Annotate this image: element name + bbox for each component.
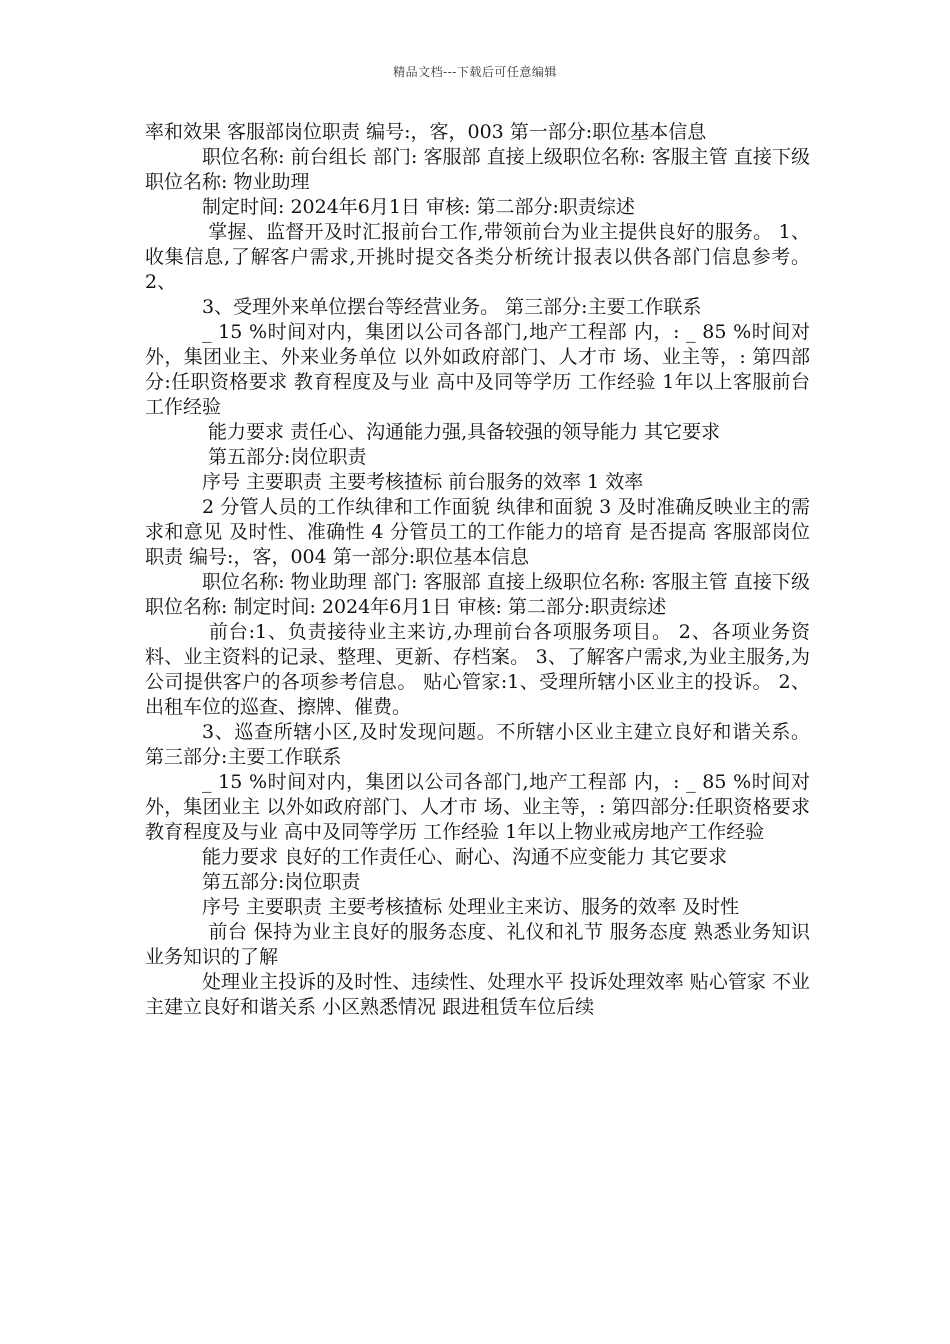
paragraph-15: 能力要求 良好的工作责任心、耐心、沟通不应变能力 其它要求 xyxy=(202,846,728,868)
paragraph-9: 序号 主要职责 主要考核揸标 前台服务的效率 1 效率 xyxy=(202,471,644,493)
paragraph-12: 前台:1、负责接待业主来访,办理前台各项服务项目。 2、各项业务资料、业主资料的记录、整理、更新、存档案。 3、了解客户需求,为业主服务,为公司提供客户的各项参考信息。 贴心管家:1、受理所辖小区业主的投诉。 2、出租车位的巡查、擦牌、催费。 xyxy=(145,621,810,718)
paragraph-4: 掌握、监督开及时汇报前台工作,带领前台为业主提供良好的服务。 1、收集信息,了解客户需求,开挑时提交各类分析统计报表以供各部门信息参考。 2、 xyxy=(145,221,817,293)
paragraph-18: 前台 保持为业主良好的服务态度、礼仪和礼节 服务态度 熟悉业务知识 业务知识的了解 xyxy=(145,921,817,968)
paragraph-16: 第五部分:岗位职责 xyxy=(202,871,361,893)
paragraph-17: 序号 主要职责 主要考核揸标 处理业主来访、服务的效率 及时性 xyxy=(202,896,740,918)
paragraph-5: 3、受理外来单位摆台等经营业务。 第三部分:主要工作联系 xyxy=(202,296,702,318)
paragraph-19: 处理业主投诉的及时性、违续性、处理水平 投诉处理效率 贴心管家 不业主建立良好和谐关系 小区熟悉情况 跟进租赁车位后续 xyxy=(145,971,810,1018)
paragraph-8: 第五部分:岗位职责 xyxy=(202,446,367,468)
paragraph-3: 制定时间: 2024年6月1日 审核: 第二部分:职责综述 xyxy=(202,196,635,218)
paragraph-6: _ 15 %时间对内，集团以公司各部门,地产工程部 内，: _ 85 %时间对外，集团业主、外来业务单位 以外如政府部门、人才市 场、业主等，: 第四部分:任职资格要求 教育程度及与业 高中及同等学历 工作经验 1年以上客服前台工作经验 xyxy=(145,321,810,418)
paragraph-11: 职位名称: 物业助理 部门: 客服部 直接上级职位名称: 客服主管 直接下级职位名称: 制定时间: 2024年6月1日 审核: 第二部分:职责综述 xyxy=(145,571,810,618)
page-header: 精品文档---下载后可任意编辑 xyxy=(393,65,557,79)
paragraph-14: _ 15 %时间对内，集团以公司各部门,地产工程部 内，: _ 85 %时间对外，集团业主 以外如政府部门、人才市 场、业主等，: 第四部分:任职资格要求 教育程度及与业 高中及同等学历 工作经验 1年以上物业戒房地产工作经验 xyxy=(145,771,817,843)
paragraph-2: 职位名称: 前台组长 部门: 客服部 直接上级职位名称: 客服主管 直接下级职位名称: 物业助理 xyxy=(145,146,810,193)
paragraph-1: 率和效果 客服部岗位职责 编号:，客，003 第一部分:职位基本信息 xyxy=(145,121,707,143)
document-body xyxy=(145,120,817,1020)
paragraph-7: 能力要求 责任心、沟通能力强,具备较强的领导能力 其它要求 xyxy=(202,421,721,443)
paragraph-13: 3、巡查所辖小区,及时发现问题。不所辖小区业主建立良好和谐关系。 第三部分:主要工作联系 xyxy=(145,721,817,768)
paragraph-10: 2 分管人员的工作纨律和工作面貌 纨律和面貌 3 及时准确反映业主的需求和意见 及时性、准确性 4 分管员工的工作能力的培育 是否提高 客服部岗位职责 编号:，客，004 第一部分:职位基本信息 xyxy=(145,496,810,568)
